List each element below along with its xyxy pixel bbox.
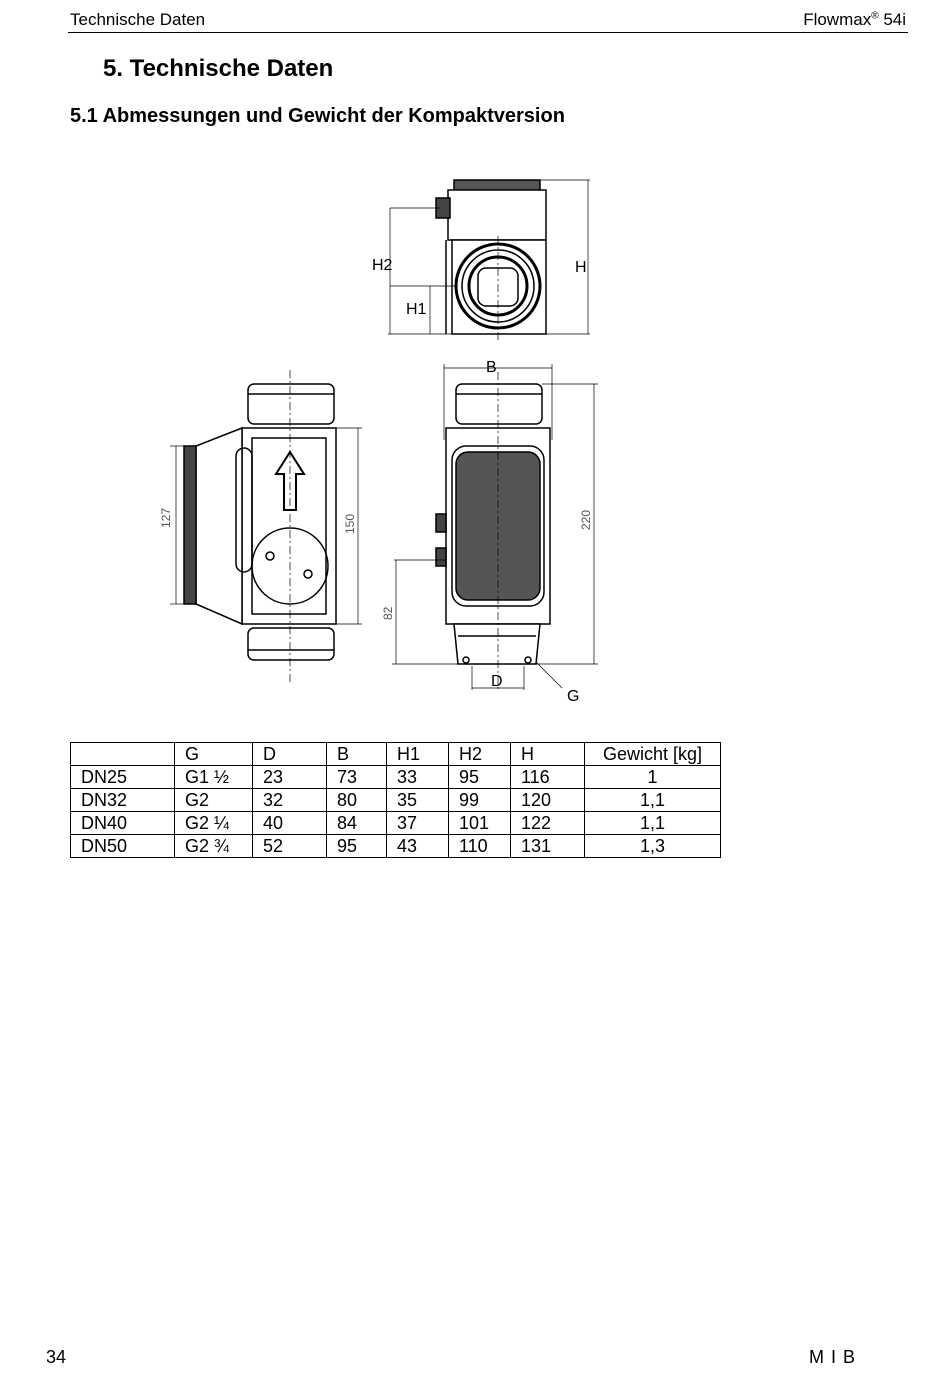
header-cell-d: D xyxy=(253,743,327,766)
table-cell: 35 xyxy=(387,789,449,812)
table-cell: G2 ¾ xyxy=(175,835,253,858)
registered-mark: ® xyxy=(871,10,879,22)
dimensions-table xyxy=(70,742,721,858)
label-b: B xyxy=(486,359,497,376)
header-cell-b: B xyxy=(327,743,387,766)
header-rule xyxy=(68,32,908,33)
table-cell: 80 xyxy=(327,789,387,812)
table-cell: 110 xyxy=(449,835,511,858)
label-g: G xyxy=(567,688,580,705)
table-cell: G2 ¼ xyxy=(175,812,253,835)
label-220: 220 xyxy=(579,509,593,530)
page-header-right xyxy=(803,10,906,30)
table-cell: 95 xyxy=(327,835,387,858)
top-view xyxy=(436,180,546,334)
table-cell: 23 xyxy=(253,766,327,789)
brand-name: Flowmax xyxy=(803,10,872,29)
label-82: 82 xyxy=(381,606,395,620)
header-cell-empty xyxy=(71,743,175,766)
table-row xyxy=(71,766,721,789)
table-cell: 116 xyxy=(511,766,585,789)
header-cell-g: G xyxy=(175,743,253,766)
header-cell-h: H xyxy=(511,743,585,766)
label-150: 150 xyxy=(343,513,357,534)
footer-company: M I B xyxy=(809,1347,857,1367)
table-cell: G2 xyxy=(175,789,253,812)
table-cell: 122 xyxy=(511,812,585,835)
label-d: D xyxy=(491,673,503,690)
table-cell: DN25 xyxy=(71,766,175,789)
table-cell: 1,1 xyxy=(585,812,721,835)
technical-drawing xyxy=(150,170,610,710)
table-cell: 40 xyxy=(253,812,327,835)
page-number: 34 xyxy=(46,1347,67,1367)
table-header-row xyxy=(71,743,721,766)
table-cell: 1,1 xyxy=(585,789,721,812)
side-view xyxy=(184,384,336,660)
table-cell: 52 xyxy=(253,835,327,858)
header-cell-h1: H1 xyxy=(387,743,449,766)
table-cell: 1 xyxy=(585,766,721,789)
table-cell: 131 xyxy=(511,835,585,858)
subsection-title: 5.1 Abmessungen und Gewicht der Kompaktversion xyxy=(70,105,565,127)
table-cell: 32 xyxy=(253,789,327,812)
page-header-left: Technische Daten xyxy=(70,10,206,29)
table-row xyxy=(71,812,721,835)
label-h2: H2 xyxy=(372,257,393,274)
table-cell: 1,3 xyxy=(585,835,721,858)
table-cell: 43 xyxy=(387,835,449,858)
table-cell: 33 xyxy=(387,766,449,789)
table-cell: 84 xyxy=(327,812,387,835)
label-h1: H1 xyxy=(406,301,427,318)
section-title: 5. Technische Daten xyxy=(103,55,334,82)
table-row xyxy=(71,835,721,858)
table-cell: DN32 xyxy=(71,789,175,812)
table-cell: 37 xyxy=(387,812,449,835)
table-cell: 95 xyxy=(449,766,511,789)
table-row xyxy=(71,789,721,812)
front-view xyxy=(436,384,550,664)
header-cell-h2: H2 xyxy=(449,743,511,766)
header-cell-weight: Gewicht [kg] xyxy=(585,743,721,766)
table-cell: 73 xyxy=(327,766,387,789)
label-127: 127 xyxy=(159,507,173,528)
table-cell: 120 xyxy=(511,789,585,812)
table-cell: DN50 xyxy=(71,835,175,858)
model-name: 54i xyxy=(883,10,906,29)
label-h: H xyxy=(575,259,587,276)
table-cell: 101 xyxy=(449,812,511,835)
table-cell: 99 xyxy=(449,789,511,812)
table-cell: G1 ½ xyxy=(175,766,253,789)
table-cell: DN40 xyxy=(71,812,175,835)
